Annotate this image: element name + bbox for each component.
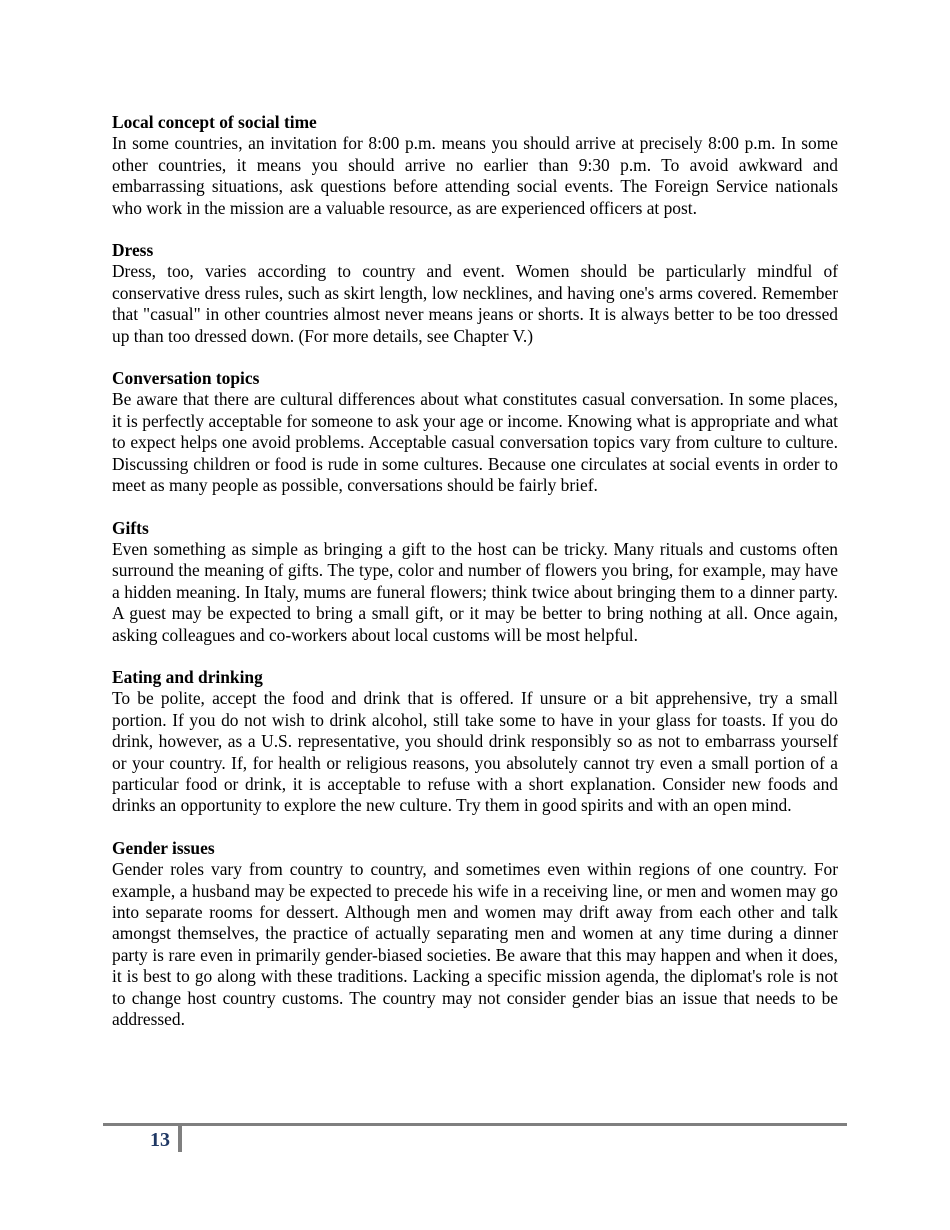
section-heading: Gender issues — [112, 837, 215, 858]
section-body: In some countries, an invitation for 8:00 p.m. means you should arrive at precisely 8:00 p.m. In some other countries, it means you should arrive no earlier than 9:30 p.m. To avoid awkward and embarrassing situations, ask questions before attending social events. The Foreign Service nationals who work in the mission are a valuable resource, as are experienced officers at post. — [112, 133, 838, 218]
section-dress — [112, 240, 838, 347]
page-number-divider — [178, 1126, 182, 1152]
section-eating-drinking — [112, 667, 838, 817]
section-conversation-topics — [112, 368, 838, 496]
section-body: Be aware that there are cultural differences about what constitutes casual conversation. In some places, it is perfectly acceptable for someone to ask your age or income. Knowing what is appropriate and what to expect helps one avoid problems. Acceptable casual conversation topics vary from culture to culture. Discussing children or food is rude in some cultures. Because one circulates at social events in order to meet as many people as possible, conversations should be fairly brief. — [112, 389, 838, 496]
page-number: 13 — [150, 1129, 170, 1151]
section-heading: Gifts — [112, 517, 149, 538]
section-gender-issues — [112, 838, 838, 1031]
footer-divider — [103, 1123, 847, 1126]
section-gifts — [112, 518, 838, 646]
section-heading: Conversation topics — [112, 368, 260, 389]
section-body: Even something as simple as bringing a gift to the host can be tricky. Many rituals and customs often surround the meaning of gifts. The type, color and number of flowers you bring, for example, may have a hidden meaning. In Italy, mums are funeral flowers; think twice about bringing them to a dinner party. A guest may be expected to bring a small gift, or it may be better to bring nothing at all. Once again, asking colleagues and co-workers about local customs will be most helpful. — [112, 538, 838, 645]
section-heading: Eating and drinking — [112, 666, 263, 687]
section-heading: Local concept of social time — [112, 112, 317, 132]
document-content — [112, 112, 838, 1051]
section-body: Gender roles vary from country to country, and sometimes even within regions of one country. For example, a husband may be expected to precede his wife in a receiving line, or men and women may go into separate rooms for dessert. Although men and women may drift away from each other and talk amongst themselves, the practice of actually separating men and women at any time during a dinner party is rare even in primarily gender-biased societies. Be aware that this may happen and when it does, it is best to go along with these traditions. Lacking a specific mission agenda, the diplomat's role is not to change host country customs. The country may not consider gender bias an issue that needs to be addressed. — [112, 859, 838, 1030]
section-heading: Dress — [112, 240, 154, 261]
section-social-time — [112, 112, 838, 219]
section-body: Dress, too, varies according to country and event. Women should be particularly mindful of conservative dress rules, such as skirt length, low necklines, and having one's arms covered. Remember that "casual" in other countries almost never means jeans or shorts. It is always better to be too dressed up than too dressed down. (For more details, see Chapter V.) — [112, 261, 838, 346]
section-body: To be polite, accept the food and drink that is offered. If unsure or a bit apprehensive, try a small portion. If you do not wish to drink alcohol, still take some to have in your glass for toasts. If you do drink, however, as a U.S. representative, you should drink responsibly so as not to embarrass yourself or your country. If, for health or religious reasons, you absolutely cannot try even a small portion of a particular food or drink, it is acceptable to refuse with a short explanation. Consider new foods and drinks an opportunity to explore the new culture. Try them in good spirits and with an open mind. — [112, 688, 838, 816]
